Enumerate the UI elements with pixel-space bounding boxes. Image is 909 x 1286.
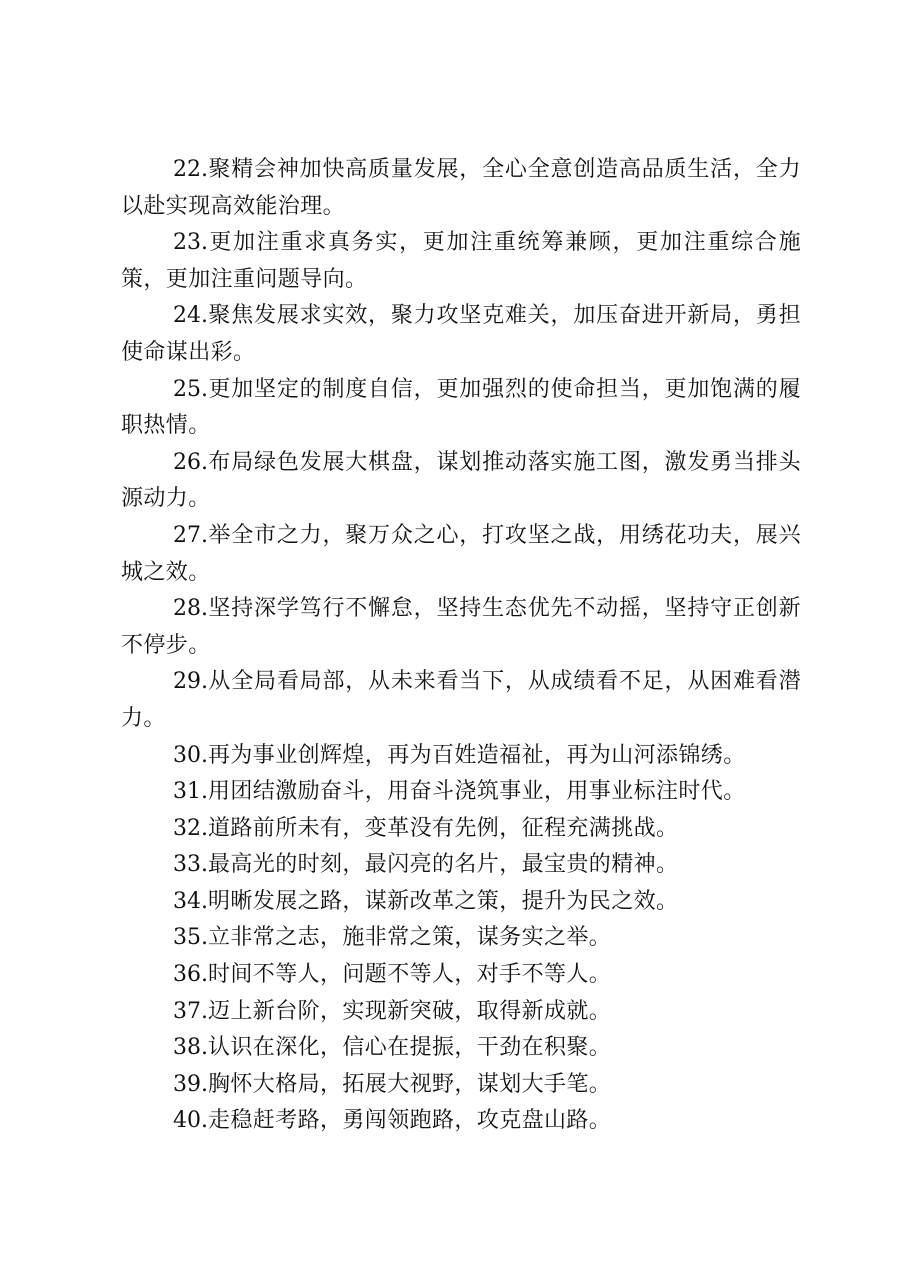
list-item-25 (121, 372, 801, 445)
list-item-24 (121, 298, 801, 371)
item-number: 27. (173, 522, 208, 548)
item-number: 39. (173, 1071, 208, 1097)
item-text: 用团结激励奋斗，用奋斗浇筑事业，用事业标注时代。 (208, 779, 746, 805)
list-item-38 (121, 1030, 801, 1067)
item-text: 从全局看局部，从未来看当下，从成绩看不足，从困难看潜力。 (121, 669, 801, 731)
document-body (121, 152, 801, 1140)
list-item-27 (121, 518, 801, 591)
item-number: 36. (173, 962, 208, 988)
item-number: 40. (173, 1108, 208, 1134)
item-text: 聚焦发展求实效，聚力攻坚克难关，加压奋进开新局，勇担使命谋出彩。 (121, 303, 801, 365)
item-number: 23. (173, 230, 208, 256)
list-item-26 (121, 445, 801, 518)
list-item-22 (121, 152, 801, 225)
item-number: 22. (173, 157, 208, 182)
item-text: 胸怀大格局，拓展大视野，谋划大手笔。 (208, 1071, 612, 1097)
list-item-36 (121, 957, 801, 994)
item-text: 明晰发展之路，谋新改革之策，提升为民之效。 (208, 888, 679, 914)
item-number: 37. (173, 998, 208, 1024)
item-text: 坚持深学笃行不懈怠，坚持生态优先不动摇，坚持守正创新不停步。 (121, 596, 801, 658)
item-number: 24. (173, 303, 208, 329)
item-text: 举全市之力，聚万众之心，打攻坚之战，用绣花功夫，展兴城之效。 (121, 522, 801, 585)
item-number: 35. (173, 925, 208, 951)
list-item-40 (121, 1103, 801, 1140)
item-text: 最高光的时刻，最闪亮的名片，最宝贵的精神。 (208, 852, 679, 878)
item-text: 再为事业创辉煌，再为百姓造福祉，再为山河添锦绣。 (208, 742, 746, 768)
list-item-29 (121, 664, 801, 737)
list-item-33 (121, 847, 801, 884)
item-text: 聚精会神加快高质量发展，全心全意创造高品质生活，全力以赴实现高效能治理。 (121, 157, 801, 219)
item-number: 32. (173, 815, 208, 841)
list-item-35 (121, 920, 801, 957)
item-text: 认识在深化，信心在提振，干劲在积聚。 (208, 1035, 612, 1061)
list-item-30 (121, 738, 801, 775)
item-text: 立非常之志，施非常之策，谋务实之举。 (208, 925, 612, 951)
list-item-39 (121, 1067, 801, 1104)
item-number: 30. (173, 742, 208, 768)
list-item-34 (121, 884, 801, 921)
item-number: 29. (173, 669, 208, 695)
item-text: 布局绿色发展大棋盘，谋划推动落实施工图，激发勇当排头源动力。 (121, 449, 801, 512)
item-text: 迈上新台阶，实现新突破，取得新成就。 (208, 998, 612, 1024)
item-number: 34. (173, 888, 208, 914)
list-item-28 (121, 591, 801, 664)
list-item-37 (121, 994, 801, 1031)
item-number: 38. (173, 1035, 208, 1061)
item-number: 28. (173, 596, 208, 622)
list-item-31 (121, 774, 801, 811)
item-number: 33. (173, 852, 208, 878)
list-item-32 (121, 811, 801, 848)
item-text: 时间不等人，问题不等人，对手不等人。 (208, 962, 612, 988)
item-text: 更加注重求真务实，更加注重统筹兼顾，更加注重综合施策，更加注重问题导向。 (121, 230, 801, 292)
item-number: 31. (173, 779, 208, 805)
item-number: 25. (173, 376, 208, 402)
list-item-23 (121, 225, 801, 298)
item-number: 26. (173, 449, 208, 475)
item-text: 更加坚定的制度自信，更加强烈的使命担当，更加饱满的履职热情。 (121, 376, 801, 439)
item-text: 道路前所未有，变革没有先例，征程充满挑战。 (208, 815, 679, 841)
item-text: 走稳赶考路，勇闯领跑路，攻克盘山路。 (208, 1108, 612, 1134)
